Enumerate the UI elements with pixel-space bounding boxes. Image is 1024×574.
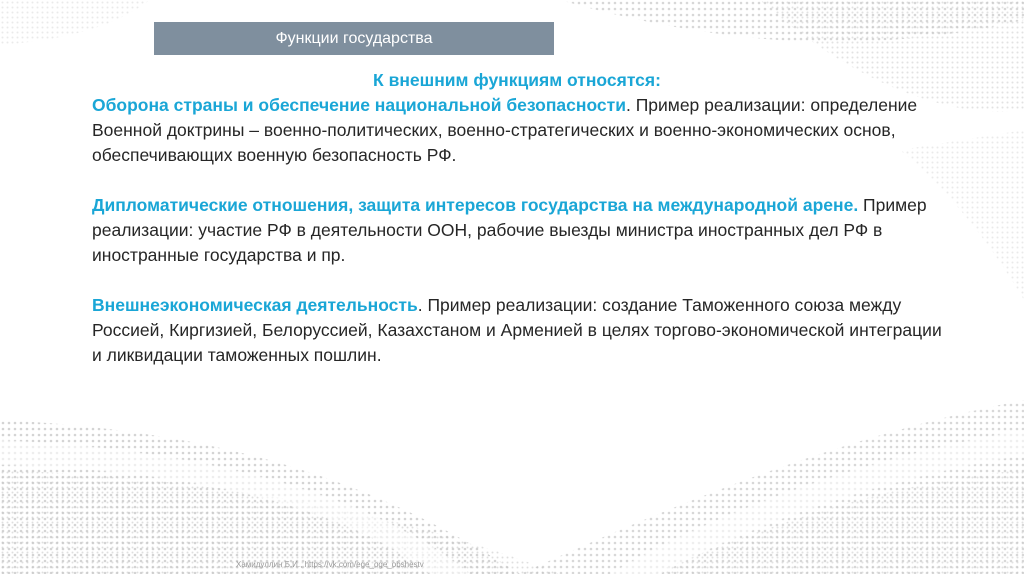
paragraph-diplomacy-highlight: Дипломатические отношения, защита интересов государства на международной арене. bbox=[92, 195, 859, 215]
paragraph-diplomacy-text: Пример реализации: участие РФ в деятельности ООН, рабочие выезды министра иностранных дел РФ в иностранные государства и пр. bbox=[92, 195, 927, 265]
paragraph-economy-highlight: Внешнеэкономическая деятельность bbox=[92, 295, 418, 315]
slide-body bbox=[92, 68, 942, 368]
slide-title: Функции государства bbox=[154, 22, 554, 55]
paragraph-economy-text: . Пример реализации: создание Таможенного союза между Россией, Киргизией, Белоруссией, Казахстаном и Арменией в целях торгово-экономической интеграции и ликвидации таможенных пошлин. bbox=[92, 295, 942, 365]
section-heading: К внешним функциям относятся: bbox=[373, 70, 661, 90]
paragraph-defense bbox=[92, 93, 942, 168]
paragraph-defense-text: . Пример реализации: определение Военной доктрины – военно-политических, военно-стратегических и военно-экономических основ, обеспечивающих военную безопасность РФ. bbox=[92, 95, 918, 165]
paragraph-diplomacy bbox=[92, 193, 942, 268]
footer-credit: Хамидуллин Б.И., https://vk.com/ege_oge_obshestv bbox=[236, 560, 424, 569]
paragraph-economy bbox=[92, 293, 942, 368]
paragraph-defense-highlight: Оборона страны и обеспечение национальной безопасности bbox=[92, 95, 626, 115]
spacer bbox=[92, 168, 942, 193]
spacer bbox=[92, 268, 942, 293]
